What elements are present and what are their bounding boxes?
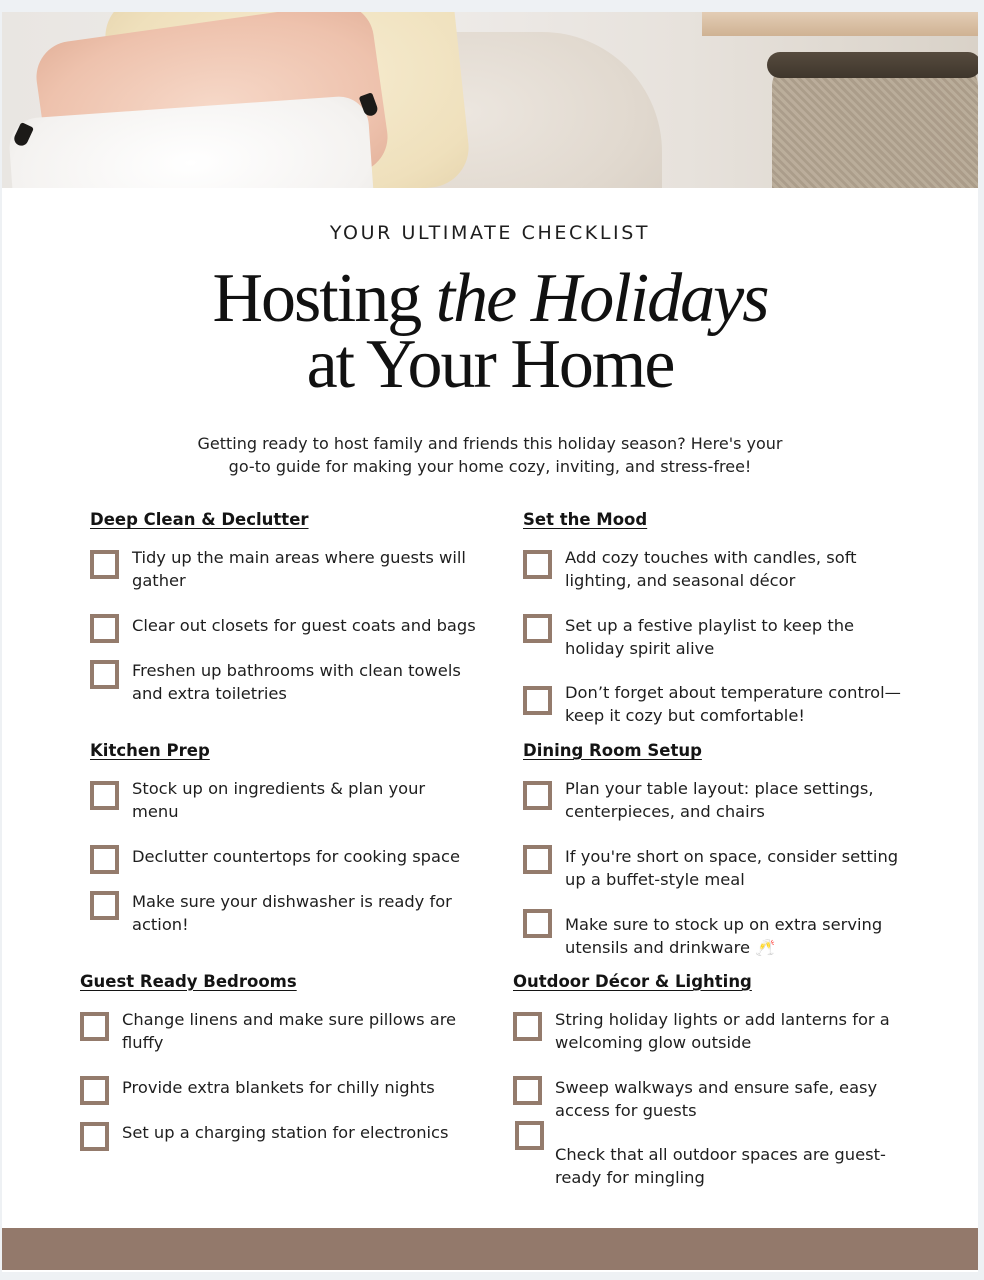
hero-photo	[2, 12, 978, 188]
section-title: Set the Mood	[523, 510, 648, 529]
item-text: Clear out closets for guest coats and bags	[132, 616, 476, 635]
checkbox[interactable]	[90, 660, 119, 689]
basket-rim	[767, 52, 978, 78]
item-text: Stock up on ingredients & plan your menu	[132, 779, 426, 821]
intro-line-1: Getting ready to host family and friends this holiday season? Here's your	[197, 434, 783, 453]
intro-line-2: go-to guide for making your home cozy, inviting, and stress-free!	[228, 457, 752, 476]
checkbox[interactable]	[90, 550, 119, 579]
checkbox[interactable]	[523, 614, 552, 643]
checkbox[interactable]	[80, 1076, 109, 1105]
item-text: Declutter countertops for cooking space	[132, 847, 460, 866]
title-hosting: Hosting	[212, 260, 421, 337]
item-text: Change linens and make sure pillows are fluffy	[122, 1010, 457, 1052]
item-text: Freshen up bathrooms with clean towels and extra toiletries	[132, 661, 461, 703]
checkbox[interactable]	[90, 845, 119, 874]
item-text: Make sure your dishwasher is ready for action!	[132, 892, 452, 934]
item-text: Set up a festive playlist to keep the holiday spirit alive	[565, 616, 855, 658]
checkbox[interactable]	[523, 550, 552, 579]
checkbox[interactable]	[523, 909, 552, 938]
checkbox[interactable]	[90, 614, 119, 643]
checkbox[interactable]	[513, 1012, 542, 1041]
side-table	[702, 12, 978, 36]
item-text: If you're short on space, consider setting up a buffet-style meal	[565, 847, 899, 889]
checklist-page	[2, 12, 978, 1272]
section-title: Deep Clean & Declutter	[90, 510, 309, 529]
checkbox[interactable]	[523, 845, 552, 874]
item-text: Sweep walkways and ensure safe, easy access for guests	[555, 1078, 878, 1120]
checkbox[interactable]	[80, 1012, 109, 1041]
checkbox[interactable]	[515, 1121, 544, 1150]
item-text: Don’t forget about temperature control— keep it cozy but comfortable!	[565, 683, 901, 725]
item-text: Make sure to stock up on extra serving utensils and drinkware 🥂	[565, 915, 883, 957]
title-at-your-home: at Your Home	[306, 326, 674, 403]
item-text: Add cozy touches with candles, soft lighting, and seasonal décor	[565, 548, 857, 590]
section-title: Kitchen Prep	[90, 741, 210, 760]
title-the-holidays: the Holidays	[435, 260, 768, 337]
page-title	[2, 260, 978, 403]
woven-basket	[772, 62, 978, 188]
checkbox[interactable]	[90, 781, 119, 810]
checkbox[interactable]	[90, 891, 119, 920]
section-outdoor-decor	[513, 972, 943, 1202]
checkbox[interactable]	[80, 1122, 109, 1151]
section-kitchen-prep	[90, 741, 500, 951]
checkbox[interactable]	[513, 1076, 542, 1105]
item-text: String holiday lights or add lanterns for a welcoming glow outside	[555, 1010, 890, 1052]
section-title: Guest Ready Bedrooms	[80, 972, 297, 991]
item-text: Tidy up the main areas where guests will gather	[132, 548, 466, 590]
section-deep-clean	[90, 510, 500, 720]
section-title: Dining Room Setup	[523, 741, 702, 760]
item-text: Provide extra blankets for chilly nights	[122, 1078, 435, 1097]
section-guest-bedrooms	[80, 972, 500, 1182]
kicker: YOUR ULTIMATE CHECKLIST	[329, 222, 651, 244]
section-title: Outdoor Décor & Lighting	[513, 972, 752, 991]
item-text: Plan your table layout: place settings, centerpieces, and chairs	[565, 779, 874, 821]
checkbox[interactable]	[523, 686, 552, 715]
intro-paragraph	[142, 432, 838, 478]
item-text: Set up a charging station for electronics	[122, 1123, 449, 1142]
section-dining-room	[523, 741, 943, 961]
item-text: Check that all outdoor spaces are guest- ready for mingling	[555, 1145, 886, 1187]
footer-bar	[2, 1228, 978, 1270]
section-set-the-mood	[523, 510, 943, 730]
checkbox[interactable]	[523, 781, 552, 810]
